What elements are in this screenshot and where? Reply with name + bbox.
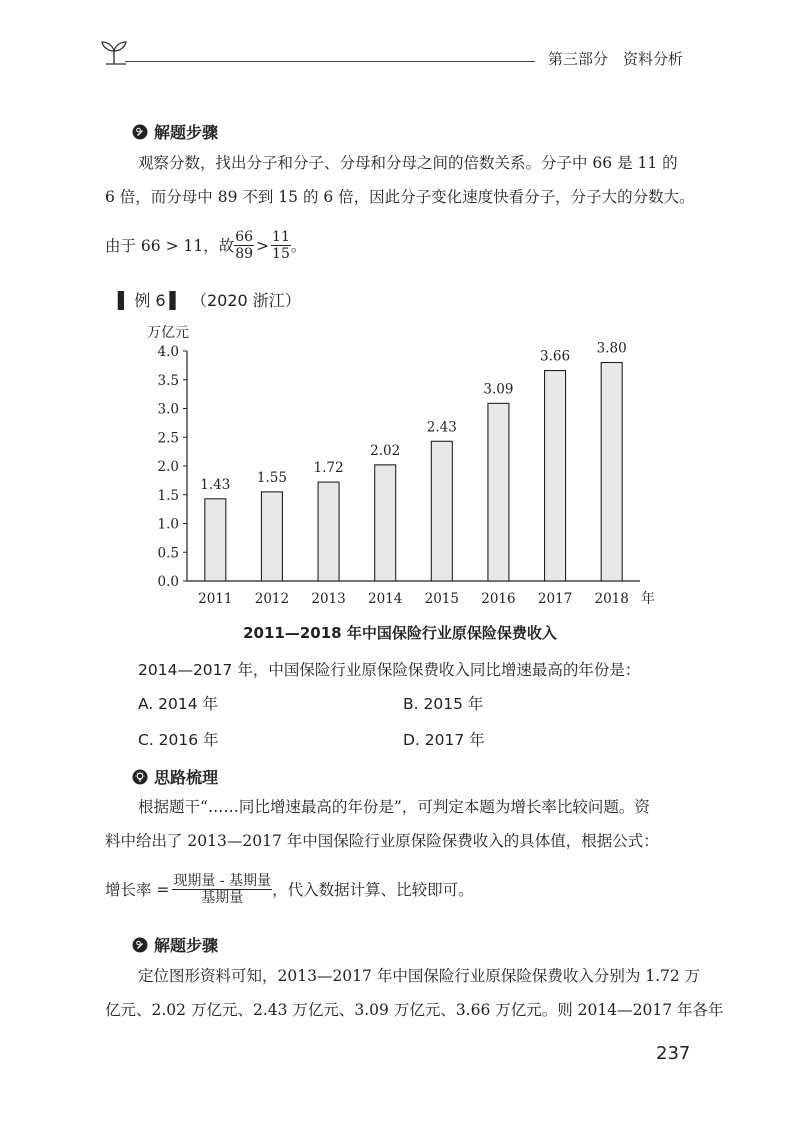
fraction-denominator: 89 — [235, 246, 254, 262]
section-title: 思路梳理 — [154, 768, 219, 787]
bar-marker-left: ▌ — [118, 291, 131, 310]
y-tick-label: 2.0 — [157, 459, 179, 475]
section-heading-solution-2 — [132, 933, 218, 956]
section-title: 解题步骤 — [154, 123, 219, 142]
text-prefix: 由于 66 > 11，故 — [105, 236, 235, 255]
x-tick-label: 2016 — [481, 591, 516, 607]
y-tick-label: 1.5 — [157, 487, 179, 504]
formula-prefix: 增长率 = — [105, 880, 170, 899]
option-d: D. 2017 年 — [403, 731, 485, 749]
option-a: A. 2014 年 — [138, 695, 219, 713]
bar — [318, 482, 339, 581]
bar — [545, 371, 566, 581]
chart-title: 2011—2018 年中国保险行业原保险保费收入 — [243, 624, 557, 642]
bar-value-label: 1.55 — [256, 469, 287, 486]
bar — [601, 363, 622, 582]
y-tick-label: 2.5 — [157, 430, 179, 447]
fraction-numerator: 11 — [272, 229, 290, 245]
paragraph-line: 料中给出了 2013—2017 年中国保险行业原保险保费收入的具体值，根据公式： — [105, 832, 659, 850]
bar-value-label: 3.09 — [483, 381, 514, 398]
bar — [261, 492, 282, 581]
bar-value-label: 1.43 — [200, 476, 231, 493]
x-tick-label: 2011 — [198, 591, 233, 607]
bar — [375, 465, 396, 581]
x-tick-label: 2013 — [311, 591, 346, 607]
bar — [488, 403, 509, 581]
paragraph-line: 定位图形资料可知，2013—2017 年中国保险行业原保险保费收入分别为 1.72 万 — [138, 967, 701, 985]
formula-fraction — [172, 873, 272, 906]
fraction-denominator: 15 — [272, 246, 290, 262]
formula-denominator: 基期量 — [201, 890, 244, 906]
y-tick-label: 0.5 — [157, 545, 179, 562]
y-tick-label: 4.0 — [157, 344, 179, 360]
bar-value-label: 3.66 — [540, 348, 571, 365]
bar-value-label: 2.43 — [426, 419, 457, 436]
example-number: 例 6 — [134, 291, 166, 310]
paragraph-line: 根据题干“……同比增速最高的年份是”，可判定本题为增长率比较问题。资 — [138, 798, 650, 816]
section-heading-approach — [132, 765, 218, 788]
greater-than-sign: > — [256, 236, 270, 255]
section-title: 解题步骤 — [154, 936, 219, 955]
growth-rate-formula — [105, 873, 474, 906]
fraction-numerator: 66 — [235, 229, 254, 245]
formula-numerator: 现期量 - 基期量 — [173, 873, 272, 889]
x-tick-label: 2018 — [594, 591, 629, 607]
example-source: （2020 浙江） — [191, 291, 301, 310]
question-text: 2014—2017 年，中国保险行业原保险保费收入同比增速最高的年份是： — [138, 661, 641, 679]
bar-marker-right: ▌ — [169, 291, 182, 310]
bar-value-label: 3.80 — [596, 340, 627, 357]
lightbulb-circle-icon — [132, 769, 148, 785]
bar — [431, 441, 452, 581]
y-tick-label: 3.5 — [157, 372, 179, 389]
page-number: 237 — [656, 1043, 691, 1064]
header-section-title: 第三部分 资料分析 — [548, 50, 684, 68]
chart-ylabel: 万亿元 — [147, 325, 189, 341]
x-tick-label: 2014 — [368, 591, 403, 607]
x-tick-label: 2015 — [424, 591, 459, 607]
x-tick-label: 2012 — [254, 591, 290, 607]
paragraph-line: 亿元、2.02 万亿元、2.43 万亿元、3.09 万亿元、3.66 万亿元。则 2014—2017 年各年 — [105, 1001, 724, 1019]
x-tick-label: 2017 — [537, 591, 573, 607]
chart-xlabel: 年 — [641, 591, 655, 607]
formula-suffix: ，代入数据计算、比较即可。 — [272, 880, 474, 899]
option-b: B. 2015 年 — [403, 695, 484, 713]
bar-value-label: 2.02 — [370, 442, 401, 459]
option-c: C. 2016 年 — [138, 731, 219, 749]
paragraph-line: 观察分数，找出分子和分子、分母和分母之间的倍数关系。分子中 66 是 11 的 — [138, 154, 678, 172]
text-suffix: 。 — [290, 236, 307, 255]
bar — [205, 499, 226, 581]
bar-value-label: 1.72 — [313, 460, 344, 477]
y-tick-label: 0.0 — [157, 574, 179, 590]
pencil-circle-icon — [132, 937, 148, 953]
paragraph-line: 6 倍，而分母中 89 不到 15 的 6 倍，因此分子变化速度快看分子，分子大的分数大。 — [105, 188, 695, 206]
y-tick-label: 1.0 — [157, 516, 179, 533]
y-tick-label: 3.0 — [157, 401, 179, 418]
